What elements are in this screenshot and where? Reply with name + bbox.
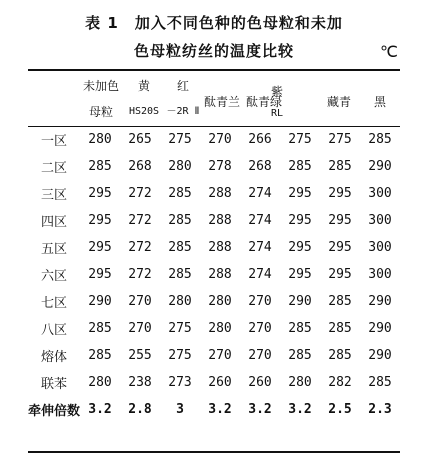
table-cell: 290 <box>368 294 392 309</box>
table-cell: 280 <box>88 132 112 147</box>
table-cell: 3.2 <box>288 402 312 417</box>
table-cell: 288 <box>208 213 232 228</box>
table-cell: 275 <box>168 348 192 363</box>
table-cell: 285 <box>328 321 352 336</box>
table-cell: 285 <box>168 240 192 255</box>
row-label: 熔体 <box>40 350 67 365</box>
table-cell: 288 <box>208 186 232 201</box>
table-cell: 270 <box>208 132 232 147</box>
table-cell: 270 <box>248 348 272 363</box>
top-rule <box>28 69 400 71</box>
row-label: 三区 <box>40 188 67 203</box>
row-label: 二区 <box>40 161 67 176</box>
table-cell: 285 <box>168 186 192 201</box>
table-cell: 2.3 <box>368 402 392 417</box>
table-cell: 285 <box>328 348 352 363</box>
row-label: 四区 <box>40 215 67 230</box>
table-cell: 280 <box>208 321 232 336</box>
table-cell: 288 <box>208 267 232 282</box>
table-cell: 295 <box>88 240 112 255</box>
column-header-line1: 黑 <box>373 95 386 109</box>
table-cell: 285 <box>168 213 192 228</box>
table-cell: 285 <box>168 267 192 282</box>
column-header-undyed <box>76 78 126 120</box>
table-cell: 282 <box>328 375 352 390</box>
table-cell: 295 <box>328 186 352 201</box>
table-row <box>28 234 400 261</box>
column-header-navy <box>318 94 360 110</box>
table-cell: 288 <box>208 240 232 255</box>
table-cell: 285 <box>88 159 112 174</box>
table-cell: 290 <box>368 159 392 174</box>
column-header-phthalo-blue <box>200 94 244 110</box>
table-cell: 295 <box>288 186 312 201</box>
table-title-line1: 表 1 加入不同色种的色母粒和未加 <box>85 14 343 32</box>
column-header-line2: HS20S <box>128 106 160 117</box>
column-header-line2: RL <box>270 108 284 119</box>
table-row <box>28 342 400 369</box>
table-cell: 270 <box>128 321 152 336</box>
table-cell: 295 <box>88 267 112 282</box>
row-label: 五区 <box>40 242 67 257</box>
table-cell: 285 <box>328 159 352 174</box>
table-cell: 268 <box>248 159 272 174</box>
table-row <box>28 180 400 207</box>
table-cell: 295 <box>288 240 312 255</box>
table-cell: 295 <box>288 213 312 228</box>
table-cell: 295 <box>88 213 112 228</box>
column-header-violet <box>256 84 298 122</box>
table-row <box>28 261 400 288</box>
table-cell: 300 <box>368 240 392 255</box>
table-cell: 3.2 <box>248 402 272 417</box>
table-row <box>28 396 400 423</box>
column-header-yellow <box>124 78 164 120</box>
table-cell: 260 <box>208 375 232 390</box>
column-header-line1: 酞青绿 <box>245 95 282 109</box>
row-label: 联苯 <box>40 377 67 392</box>
temperature-table <box>28 126 400 423</box>
table-row <box>28 288 400 315</box>
row-label: 六区 <box>40 269 67 284</box>
table-cell: 285 <box>368 132 392 147</box>
column-header-line1: 紫 <box>270 85 283 99</box>
table-cell: 295 <box>328 213 352 228</box>
table-title-line2: 色母粒纺丝的温度比较 <box>133 42 294 60</box>
table-cell: 270 <box>128 294 152 309</box>
row-label: 七区 <box>40 296 67 311</box>
table-cell: 270 <box>248 294 272 309</box>
table-cell: 238 <box>128 375 152 390</box>
table-cell: 295 <box>328 267 352 282</box>
table-cell: 2.5 <box>328 402 352 417</box>
table-cell: 273 <box>168 375 192 390</box>
table-cell: 295 <box>288 267 312 282</box>
row-label: 八区 <box>40 323 67 338</box>
table-cell: 280 <box>288 375 312 390</box>
table-cell: 290 <box>88 294 112 309</box>
column-header-black <box>360 94 400 110</box>
table-cell: 285 <box>88 348 112 363</box>
table-cell: 255 <box>128 348 152 363</box>
table-cell: 260 <box>248 375 272 390</box>
table-cell: 3 <box>176 402 184 417</box>
table-cell: 268 <box>128 159 152 174</box>
table-cell: 265 <box>128 132 152 147</box>
table-row <box>28 207 400 234</box>
table-cell: 272 <box>128 186 152 201</box>
table-cell: 274 <box>248 240 272 255</box>
row-label: 牵伸倍数 <box>28 404 81 419</box>
table-row <box>28 369 400 396</box>
table-cell: 290 <box>288 294 312 309</box>
table-cell: 280 <box>208 294 232 309</box>
table-cell: 285 <box>288 348 312 363</box>
table-cell: 3.2 <box>208 402 232 417</box>
column-header-line1: 黄 <box>137 79 150 93</box>
table-cell: 2.8 <box>128 402 152 417</box>
table-cell: 275 <box>288 132 312 147</box>
table-cell: 290 <box>368 321 392 336</box>
table-cell: 285 <box>328 294 352 309</box>
table-cell: 280 <box>88 375 112 390</box>
table-cell: 275 <box>328 132 352 147</box>
table-cell: 272 <box>128 240 152 255</box>
table-cell: 300 <box>368 186 392 201</box>
table-cell: 270 <box>208 348 232 363</box>
table-cell: 295 <box>328 240 352 255</box>
column-header-line1: 红 <box>176 79 189 93</box>
table-cell: 270 <box>248 321 272 336</box>
table-cell: 295 <box>88 186 112 201</box>
table-cell: 285 <box>368 375 392 390</box>
table-cell: 280 <box>168 294 192 309</box>
table-row <box>28 315 400 342</box>
table-cell: 285 <box>88 321 112 336</box>
table-cell: 285 <box>288 321 312 336</box>
table-cell: 266 <box>248 132 272 147</box>
table-cell: 278 <box>208 159 232 174</box>
column-header-line2: 母粒 <box>88 105 113 119</box>
table-cell: 275 <box>168 321 192 336</box>
bottom-rule <box>28 451 400 453</box>
column-header-line2: －2R Ⅱ <box>166 106 200 117</box>
table-cell: 3.2 <box>88 402 112 417</box>
table-row <box>28 126 400 153</box>
table-cell: 285 <box>288 159 312 174</box>
table-cell: 280 <box>168 159 192 174</box>
table-row <box>28 153 400 180</box>
table-cell: 290 <box>368 348 392 363</box>
table-cell: 300 <box>368 213 392 228</box>
table-cell: 274 <box>248 213 272 228</box>
table-cell: 272 <box>128 213 152 228</box>
table-cell: 274 <box>248 267 272 282</box>
table-cell: 275 <box>168 132 192 147</box>
row-label: 一区 <box>40 134 67 149</box>
table-cell: 274 <box>248 186 272 201</box>
column-header-line1: 藏青 <box>326 95 351 109</box>
column-header-line1: 未加色 <box>82 79 119 93</box>
table-cell: 272 <box>128 267 152 282</box>
unit-label: ℃ <box>380 44 398 61</box>
table-cell: 300 <box>368 267 392 282</box>
column-header-line1: 酞青兰 <box>203 95 240 109</box>
